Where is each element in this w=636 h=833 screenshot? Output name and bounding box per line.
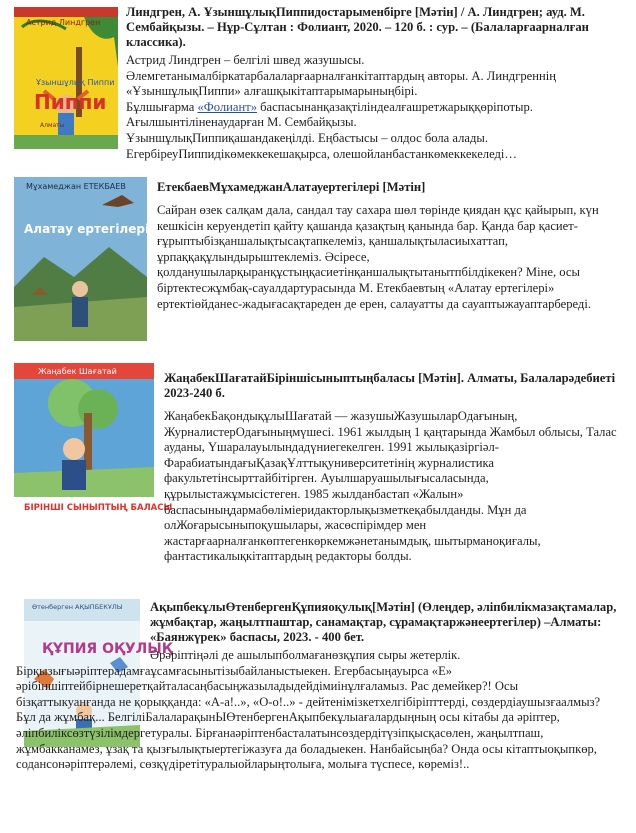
- cover-title-text: БІРІНШІ СЫНЫПТЫҢ БАЛАСЫ: [24, 503, 173, 513]
- book-entry: [0, 590, 636, 833]
- cover-title-text: Ұзыншұлық Пиппи: [36, 78, 115, 87]
- book-title: ЕтекбаевМұхамеджанАлатауертегілері [Мәтін]: [157, 180, 426, 194]
- book-title: Линдгрен, А. ҰзыншұлықПиппидостарыменбірге [Мәтін] / А. Линдгрен; ауд. М. Сембайқызы. – Нұр-Сұлтан : Фолиант, 2020. – 120 б. : сур. – (Балаларғаарналған классика).: [126, 5, 589, 50]
- annotation-line: Астрид Линдгрен – белгілі швед жазушысы.: [126, 53, 365, 67]
- publisher-suffix: баспасынанқазақтіліндеалғашретжарыққөріпотыр.: [257, 99, 533, 114]
- annotation-line: Ағылшынтіліненаударған М. Сембайқызы.: [126, 115, 357, 130]
- svg-text:Пиппи: Пиппи: [34, 90, 107, 114]
- annotation-line: Әлемгетанымалбіркатарбалаларғаарналғанкітаптардың авторы. А. Линдгреннің: [126, 68, 556, 83]
- annotation-line: [126, 100, 626, 116]
- book-cover-1-art: [14, 7, 118, 149]
- cover-author-text: Астрид Линдгрен: [26, 18, 101, 27]
- cover-title-text: ҚҰПИЯ ОҚУЛЫҚ: [42, 641, 173, 657]
- book-annotation: Сайран өзек салқам дала, сандал тау сахара шөл төрінде қиядан құс қайырып, күн кешкісін керуендетіп қайту қашанда қазақтың қанында бар. Қанда бар қасиет-ғұрыптыбізқаншалықтысақтапкелеміз, қаншалықтыласиыхаттап, ұрпаққақұлындырыштеклеміз. Әсіресе, қолданушыларқыранқұстыңқасиетінқаншалықтытанытпбілдікекен? Міне, осы біртектесжұмбақ-сауалдартурасында М. Етекбаевтың «Алатау ертегілері» ертектіөйданес-жадығасақтареден де ерен, салауатты да сауаптыжауаптарбереді.: [157, 203, 599, 311]
- book-cover-image[interactable]: [14, 7, 118, 149]
- annotation-line: ЕгербіреуПиппидікөмеккекешақырса, олешойланбастанкөмеккекеледі…: [126, 146, 518, 161]
- annotation-line: ҰзыншұлықПиппиқашандакеңілді. Еңбастысы – олдос бола алады.: [126, 130, 488, 145]
- publisher-link[interactable]: «Фолиант»: [197, 99, 257, 114]
- cover-author-text: Жаңабек Шағатай: [38, 367, 117, 376]
- annotation-text: ЖаңабекБақондықұлыШағатай — жазушыЖазушыларОдағының, ЖурналистерОдағыныңмүшесі. 1961 жылдың 1 қаңтарында Жамбыл облысы, Талас ауданы, Үшаралауылындадүниегекелген. 1991 жылықазіргіәл-ФарабиатындағыҚазақҰлттықуниверситетінің журналистика факультетінсырттайбітірген. Ауылшаруашылығысаласында, құрылыстажұмысістеген. 1985 жылданбастап «Жалын» баспасыныңдармабөліміеридакторлықызметкеқабылданды. Мұн да олЖоғарысыныпоқушылары, жасөспірімдер мен жастарғаарналғанкөптегенкөркемжәнетанымдық, шытырманоқиғалы, фантастикалықкітаптардың редакторы болды.: [164, 409, 617, 564]
- book-entry: [0, 170, 636, 350]
- book-annotation: [126, 53, 626, 162]
- cover-subtitle-text: Алматы: [40, 122, 65, 129]
- book-cover-2-art: [14, 177, 150, 341]
- cover-author-text: Өтенберген АҚЫПБЕКҰЛЫ: [32, 603, 123, 611]
- cover-author-text: Мұхамеджан ЕТЕКБАЕВ: [26, 182, 126, 191]
- book-annotation: [0, 409, 636, 565]
- book-cover-image[interactable]: [14, 177, 150, 341]
- book-entry: [0, 0, 636, 170]
- book-title: АқыпбекұлыӨтенбергенҚұпияоқулық[Мәтін] (Өлеңдер, әліпбилікмазақтамалар, жұмбақтар, жаңылтпаштар, санамақтар, сұрамақтаржәнеертегілер) –Алматы: «Баянжүрек» баспасы, 2023. - 400 бет.: [150, 600, 617, 645]
- publisher-prefix: Бұлшығарма: [126, 99, 198, 114]
- book-annotation: Әрәріптіңәлі де ашылыпболмағанөзқұпия сыры жетерлік. Бірқызығыәріптерадамғаұсамғасынытізыбайланыстыекен. Егербасыңауырса «Е» әрібіншіптейбірнешеретқайталасаңбасыңжазыладыдейдімиінұлғаламыз. Рас демейкер?! Осы бізқаттыкуанғанда не қорыққанда: «А-а!..», «О-о!..» - дейтенімізкетхелгібіріпттерді, сөздердіаушызғаалмыз? Бұл да жұмбақ... БелгіліБалаларақынЫӨтенбергенАқыпбекұлыағалардыңның осы кітабы да әріптер, әліпбиліксөзтүзілімдергетуралы. Бірғанаәріптенбасталатынсөздердітүзіпқысқасөлен, жаңылтпаш, жұмбакканамез, ұзақ та қызғылықтыертегіжазуға да боладыекен. Нанбайсыңба? Онда осы кітаптыоқыпкөр, содансонәріптерәлемі, сөзқүдіретітуралыойларыңтолыға, молыға түспесе, көреміз!..: [16, 648, 601, 772]
- annotation-line: «ҰзыншұлықПиппи» алғашқыкітаптарымарыныңбірі.: [126, 84, 418, 99]
- cover-title-text: Алатау ертегілері: [24, 222, 150, 236]
- book-title: ЖаңабекШағатайБіріншісыныптыңбаласы [Мәтін]. Алматы, Балаларәдебиеті 2023-240 б.: [164, 371, 616, 401]
- book-entry: [0, 350, 636, 580]
